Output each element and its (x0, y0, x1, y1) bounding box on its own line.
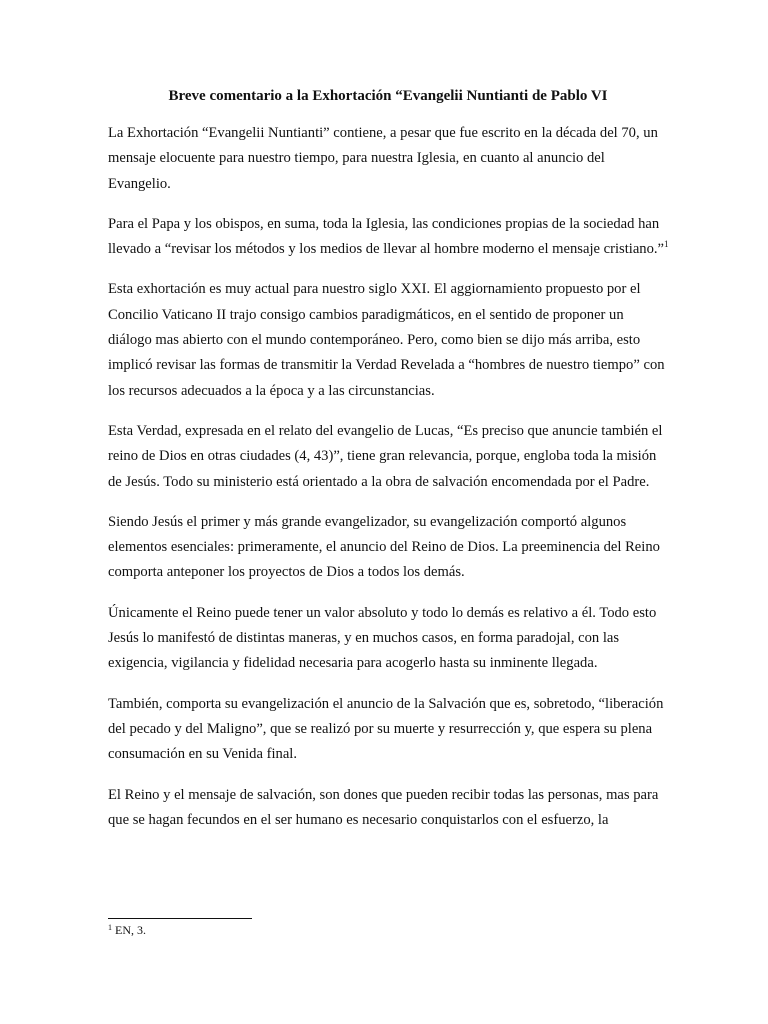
paragraph-2 (108, 212, 670, 263)
footnote (108, 923, 146, 937)
footnote-reference: 1 (664, 239, 669, 250)
document-body (108, 121, 670, 848)
paragraph-1: La Exhortación “Evangelii Nuntianti” contiene, a pesar que fue escrito en la década del 70, un mensaje elocuente para nuestro tiempo, para nuestra Iglesia, en cuanto al anuncio del Evangelio. (108, 125, 658, 192)
paragraph-5: Siendo Jesús el primer y más grande evangelizador, su evangelización comportó algunos elementos esenciales: primeramente, el anuncio del Reino de Dios. La preeminencia del Reino comporta anteponer los proyectos de Dios a todos los demás. (108, 513, 660, 581)
paragraph-2-text: Para el Papa y los obispos, en suma, toda la Iglesia, las condiciones propias de la sociedad han llevado a “revisar los métodos y los medios de llevar al hombre moderno el mensaje cristiano.” (108, 215, 665, 258)
footnote-text: EN, 3. (112, 923, 146, 937)
paragraph-7: También, comporta su evangelización el anuncio de la Salvación que es, sobretodo, “liberación del pecado y del Maligno”, que se realizó por su muerte y resurrección y, que espera su plena consumación en su Venida final. (108, 695, 664, 763)
paragraph-8: El Reino y el mensaje de salvación, son dones que pueden recibir todas las personas, mas para que se hagan fecundos en el ser humano es necesario conquistarlos con el esfuerzo, la (108, 786, 659, 828)
paragraph-6: Únicamente el Reino puede tener un valor absoluto y todo lo demás es relativo a él. Todo esto Jesús lo manifestó de distintas maneras, y en muchos casos, en forma paradojal, con las exigencia, vigilancia y fidelidad necesaria para acogerlo hasta su inminente llegada. (108, 604, 657, 672)
paragraph-4: Esta Verdad, expresada en el relato del evangelio de Lucas, “Es preciso que anuncie también el reino de Dios en otras ciudades (4, 43)”, tiene gran relevancia, porque, engloba toda la misión de Jesús. Todo su ministerio está orientado a la obra de salvación encomendada por el Padre. (108, 422, 663, 490)
footnote-separator (108, 918, 252, 919)
document-title: Breve comentario a la Exhortación “Evangelii Nuntianti de Pablo VI (168, 88, 608, 104)
footnote-marker: 1 (108, 923, 112, 932)
paragraph-3: Esta exhortación es muy actual para nuestro siglo XXI. El aggiornamiento propuesto por el Concilio Vaticano II trajo consigo cambios paradigmáticos, en el sentido de proponer un diálogo mas abierto con el mundo contemporáneo. Pero, como bien se dijo más arriba, esto implicó revisar las formas de transmitir la Verdad Revelada a “hombres de nuestro tiempo” con los recursos adecuados a la época y a las circunstancias. (108, 281, 665, 399)
